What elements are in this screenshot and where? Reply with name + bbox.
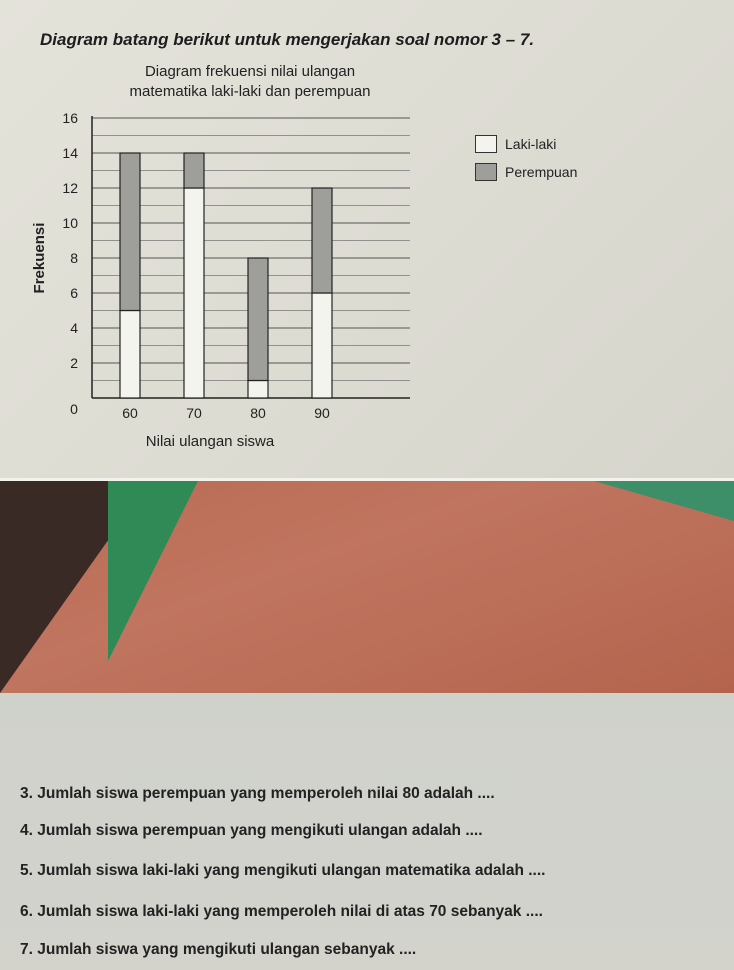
bar-chart: [0, 0, 734, 478]
y-tick-label: 12: [62, 180, 78, 196]
question-4: 4. Jumlah siswa perempuan yang mengikuti ulangan adalah ....: [20, 822, 483, 839]
bar-laki-laki: [120, 311, 140, 399]
question-5: 5. Jumlah siswa laki-laki yang mengikuti ulangan matematika adalah ....: [20, 862, 546, 879]
legend-label-perempuan: Perempuan: [505, 164, 578, 180]
y-tick-label: 10: [62, 215, 78, 231]
chart-title-line-1: Diagram frekuensi nilai ulangan: [144, 63, 356, 80]
legend-item-laki-laki: [475, 135, 577, 153]
y-tick-label: 14: [62, 145, 78, 161]
bar-laki-laki: [312, 293, 332, 398]
legend-swatch-perempuan: [475, 163, 497, 181]
y-tick-label: 6: [70, 285, 78, 301]
bar-perempuan: [120, 153, 140, 311]
question-7: 7. Jumlah siswa yang mengikuti ulangan sebanyak ....: [20, 941, 417, 958]
y-tick-label: 4: [70, 320, 78, 336]
table-surface: [0, 481, 734, 693]
y-tick-label: 2: [70, 355, 78, 371]
bar-laki-laki: [248, 381, 268, 399]
legend-swatch-laki-laki: [475, 135, 497, 153]
bar-perempuan: [312, 188, 332, 293]
chart-title-line-2: matematika laki-laki dan perempuan: [129, 83, 371, 100]
question-6: 6. Jumlah siswa laki-laki yang memperoleh nilai di atas 70 sebanyak ....: [20, 903, 543, 920]
green-folder-corner: [594, 481, 734, 521]
bar-perempuan: [248, 258, 268, 381]
bar-perempuan: [184, 153, 204, 188]
green-folder-edge: [108, 481, 198, 661]
legend-item-perempuan: [475, 163, 577, 181]
y-axis-label: Frekuensi: [31, 222, 48, 294]
x-tick-label: 80: [250, 405, 266, 421]
y-tick-label: 8: [70, 250, 78, 266]
worksheet-heading: Diagram batang berikut untuk mengerjakan soal nomor 3 – 7.: [40, 30, 535, 49]
bar-laki-laki: [184, 188, 204, 398]
x-tick-label: 90: [314, 405, 330, 421]
origin-label: 0: [70, 401, 78, 417]
question-3: 3. Jumlah siswa perempuan yang memperoleh nilai 80 adalah ....: [20, 785, 495, 802]
legend-label-laki-laki: Laki-laki: [505, 136, 557, 152]
x-tick-label: 70: [186, 405, 202, 421]
y-tick-label: 16: [62, 110, 78, 126]
x-tick-label: 60: [122, 405, 138, 421]
x-axis-label: Nilai ulangan siswa: [145, 433, 275, 450]
legend: [475, 135, 577, 191]
